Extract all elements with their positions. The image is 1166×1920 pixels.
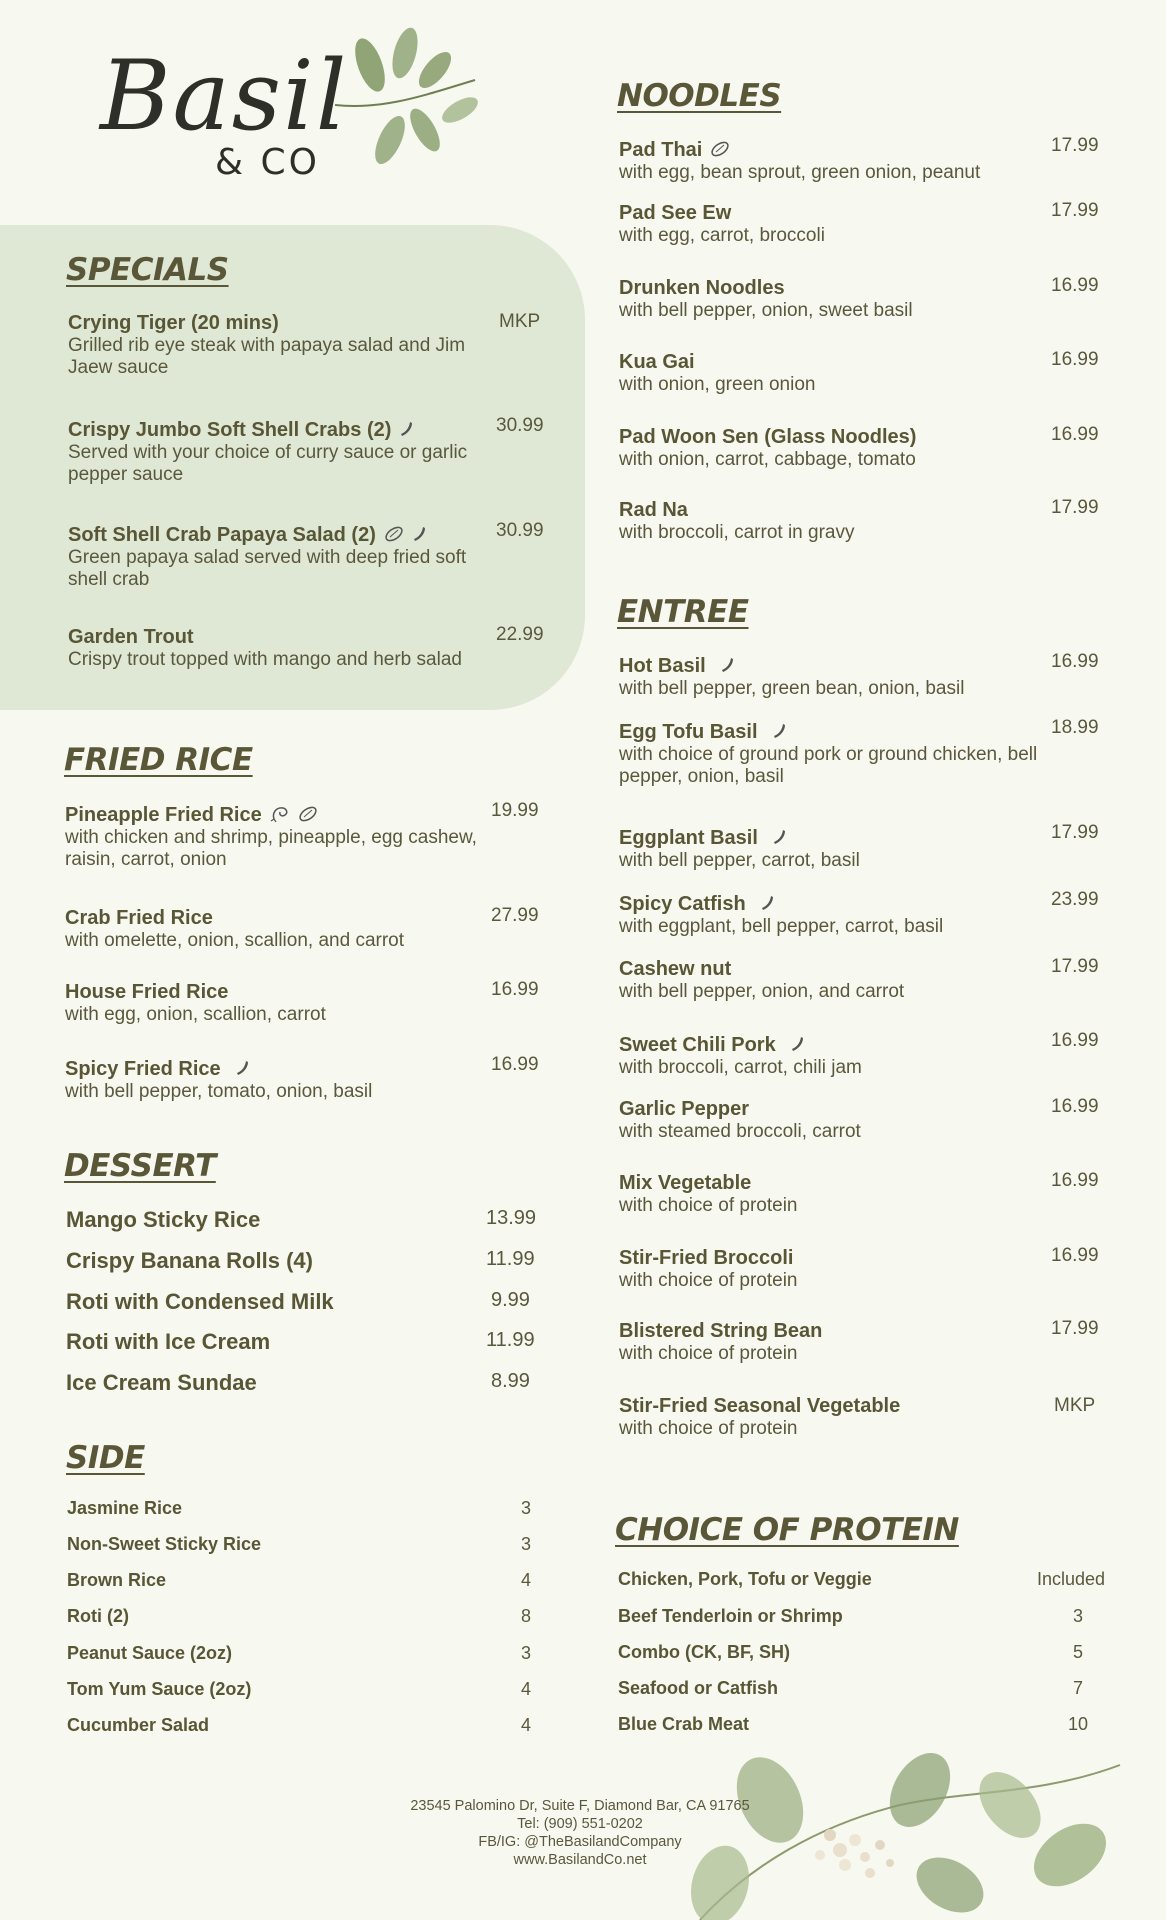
item-name-row xyxy=(65,803,485,827)
item-price: 16.99 xyxy=(1051,275,1099,296)
fried-rice-item xyxy=(65,803,485,871)
side-name: Brown Rice xyxy=(67,1570,167,1590)
side-price: 4 xyxy=(521,1570,532,1590)
dessert-name: Ice Cream Sundae xyxy=(66,1370,257,1395)
item-desc: with bell pepper, green bean, onion, basil xyxy=(619,678,965,699)
noodles-item xyxy=(619,201,1049,247)
fried-rice-item xyxy=(65,980,495,1026)
item-price: 17.99 xyxy=(1051,956,1099,977)
item-name: Cashew nut xyxy=(619,958,732,980)
item-price: MKP xyxy=(1054,1395,1096,1416)
item-name-row xyxy=(619,720,1049,744)
protein-price: 3 xyxy=(1073,1606,1084,1626)
item-name: Egg Tofu Basil xyxy=(619,721,758,743)
chili-icon xyxy=(412,525,428,543)
item-name: Garden Trout xyxy=(68,626,194,648)
item-desc: with eggplant, bell pepper, carrot, basil xyxy=(619,916,944,937)
noodles-item xyxy=(619,425,1049,471)
item-desc: with steamed broccoli, carrot xyxy=(619,1121,861,1142)
item-price: 16.99 xyxy=(491,1054,539,1075)
item-desc: with omelette, onion, scallion, and carrot xyxy=(65,930,405,951)
item-desc: Green papaya salad served with deep fried soft shell crab xyxy=(68,547,467,590)
side-price: 4 xyxy=(521,1679,532,1699)
dessert-price: 13.99 xyxy=(486,1207,537,1229)
item-name: Kua Gai xyxy=(619,351,695,373)
logo-script: Basil xyxy=(100,40,349,152)
item-name: Pad Thai xyxy=(619,139,703,161)
item-desc: with egg, bean sprout, green onion, peanut xyxy=(619,162,981,183)
dessert-price: 8.99 xyxy=(491,1370,530,1392)
section-title-protein: CHOICE OF PROTEIN xyxy=(615,1512,959,1548)
item-name-row xyxy=(619,892,1049,916)
noodles-item xyxy=(619,498,1049,544)
protein-name: Chicken, Pork, Tofu or Veggie xyxy=(618,1569,872,1589)
item-desc: with bell pepper, onion, and carrot xyxy=(619,981,905,1002)
item-name: Eggplant Basil xyxy=(619,827,758,849)
item-name: Drunken Noodles xyxy=(619,277,785,299)
item-desc: Served with your choice of curry sauce or garlic pepper sauce xyxy=(68,442,468,485)
item-price: 30.99 xyxy=(496,520,544,541)
item-name: Spicy Catfish xyxy=(619,893,746,915)
noodles-item xyxy=(619,350,1049,396)
entree-item xyxy=(619,826,1049,872)
item-price: 19.99 xyxy=(491,800,539,821)
item-price: 16.99 xyxy=(1051,651,1099,672)
item-desc: with bell pepper, tomato, onion, basil xyxy=(65,1081,373,1102)
item-name: Sweet Chili Pork xyxy=(619,1034,776,1056)
section-title-specials: SPECIALS xyxy=(66,252,229,288)
noodles-item xyxy=(619,138,1049,184)
fried-rice-item xyxy=(65,1057,495,1103)
dessert-name: Mango Sticky Rice xyxy=(66,1207,261,1232)
item-name: House Fried Rice xyxy=(65,981,229,1003)
item-price: 17.99 xyxy=(1051,822,1099,843)
shrimp-icon xyxy=(270,805,290,823)
footer-website[interactable]: www.BasilandCo.net xyxy=(513,1852,647,1868)
item-price: MKP xyxy=(499,311,541,332)
item-desc: with broccoli, carrot in gravy xyxy=(619,522,855,543)
side-name: Non-Sweet Sticky Rice xyxy=(67,1534,262,1554)
entree-item xyxy=(619,1246,1049,1292)
peanut-icon xyxy=(298,805,318,823)
item-price: 22.99 xyxy=(496,624,544,645)
side-price: 3 xyxy=(521,1643,532,1663)
item-name: Stir-Fried Broccoli xyxy=(619,1247,794,1269)
item-name-row xyxy=(68,418,488,442)
entree-item xyxy=(619,1033,1049,1079)
item-name: Crab Fried Rice xyxy=(65,907,213,929)
item-desc: with onion, green onion xyxy=(619,374,816,395)
item-price: 23.99 xyxy=(1051,889,1099,910)
chili-icon xyxy=(760,894,776,912)
item-name-row xyxy=(65,1057,495,1081)
side-name: Cucumber Salad xyxy=(67,1715,210,1735)
specials-item xyxy=(68,418,488,486)
side-name: Jasmine Rice xyxy=(67,1498,183,1518)
item-price: 17.99 xyxy=(1051,135,1099,156)
item-desc: with choice of protein xyxy=(619,1270,798,1291)
dessert-name: Crispy Banana Rolls (4) xyxy=(66,1248,313,1273)
item-name: Blistered String Bean xyxy=(619,1320,823,1342)
protein-price: Included xyxy=(1037,1569,1106,1589)
item-name: Pad Woon Sen (Glass Noodles) xyxy=(619,426,917,448)
dessert-name: Roti with Ice Cream xyxy=(66,1329,271,1354)
side-price: 4 xyxy=(521,1715,532,1735)
item-name-row xyxy=(619,654,1049,678)
side-name: Roti (2) xyxy=(67,1606,129,1626)
chili-icon xyxy=(235,1059,251,1077)
item-price: 16.99 xyxy=(1051,1245,1099,1266)
item-name: Pad See Ew xyxy=(619,202,732,224)
item-price: 17.99 xyxy=(1051,1318,1099,1339)
item-desc: with chicken and shrimp, pineapple, egg cashew, raisin, carrot, onion xyxy=(65,827,477,870)
section-title-dessert: DESSERT xyxy=(64,1148,216,1184)
peanut-icon xyxy=(710,140,730,158)
item-desc: with egg, onion, scallion, carrot xyxy=(65,1004,326,1025)
noodles-item xyxy=(619,276,1049,322)
protein-name: Blue Crab Meat xyxy=(618,1714,750,1734)
item-desc: with egg, carrot, broccoli xyxy=(619,225,825,246)
item-name: Spicy Fried Rice xyxy=(65,1058,221,1080)
entree-item xyxy=(619,1394,1049,1440)
item-price: 17.99 xyxy=(1051,497,1099,518)
item-name-row xyxy=(619,1033,1049,1057)
item-name: Stir-Fried Seasonal Vegetable xyxy=(619,1395,901,1417)
item-price: 16.99 xyxy=(1051,1096,1099,1117)
dessert-price: 11.99 xyxy=(486,1248,535,1270)
footer xyxy=(300,1797,860,1869)
item-desc: with choice of protein xyxy=(619,1195,798,1216)
item-name: Garlic Pepper xyxy=(619,1098,750,1120)
footer-address: 23545 Palomino Dr, Suite F, Diamond Bar, CA 91765 xyxy=(410,1798,750,1814)
section-title-entree: ENTREE xyxy=(617,594,749,630)
protein-name: Seafood or Catfish xyxy=(618,1678,779,1698)
entree-item xyxy=(619,1171,1049,1217)
footer-social: FB/IG: @TheBasilandCompany xyxy=(478,1834,682,1850)
logo-leaf-icon xyxy=(325,25,485,190)
logo-sub: & CO xyxy=(215,142,320,183)
item-desc: with choice of protein xyxy=(619,1343,798,1364)
item-desc: with bell pepper, onion, sweet basil xyxy=(619,300,913,321)
item-price: 30.99 xyxy=(496,415,544,436)
item-name: Pineapple Fried Rice xyxy=(65,804,262,826)
protein-price: 10 xyxy=(1068,1714,1089,1734)
item-desc: with choice of ground pork or ground chicken, bell pepper, onion, basil xyxy=(619,744,1038,787)
entree-item xyxy=(619,957,1049,1003)
chili-icon xyxy=(399,420,415,438)
item-price: 16.99 xyxy=(1051,349,1099,370)
side-name: Peanut Sauce (2oz) xyxy=(67,1643,233,1663)
item-price: 16.99 xyxy=(1051,1170,1099,1191)
chili-icon xyxy=(772,722,788,740)
protein-name: Combo (CK, BF, SH) xyxy=(618,1642,790,1662)
side-price: 3 xyxy=(521,1498,532,1518)
dessert-price: 11.99 xyxy=(486,1329,535,1351)
protein-name: Beef Tenderloin or Shrimp xyxy=(618,1606,843,1626)
item-desc: Grilled rib eye steak with papaya salad and Jim Jaew sauce xyxy=(68,335,466,378)
item-desc: with bell pepper, carrot, basil xyxy=(619,850,860,871)
item-desc: with broccoli, carrot, chili jam xyxy=(619,1057,862,1078)
item-name: Rad Na xyxy=(619,499,688,521)
section-title-side: SIDE xyxy=(66,1440,145,1476)
entree-item xyxy=(619,1319,1049,1365)
item-price: 16.99 xyxy=(1051,1030,1099,1051)
specials-item xyxy=(68,625,488,671)
item-price: 16.99 xyxy=(1051,424,1099,445)
item-name-row xyxy=(619,138,1049,162)
dessert-name: Roti with Condensed Milk xyxy=(66,1289,334,1314)
item-name-row xyxy=(68,523,488,547)
entree-item xyxy=(619,892,1049,938)
item-price: 18.99 xyxy=(1051,717,1099,738)
entree-item xyxy=(619,720,1049,788)
side-name: Tom Yum Sauce (2oz) xyxy=(67,1679,252,1699)
item-name: Soft Shell Crab Papaya Salad (2) xyxy=(68,524,376,546)
entree-item xyxy=(619,1097,1049,1143)
protein-price: 7 xyxy=(1073,1678,1084,1698)
side-price: 3 xyxy=(521,1534,532,1554)
item-desc: Crispy trout topped with mango and herb salad xyxy=(68,649,462,670)
entree-item xyxy=(619,654,1049,700)
item-name: Mix Vegetable xyxy=(619,1172,752,1194)
protein-price: 5 xyxy=(1073,1642,1084,1662)
section-title-fried-rice: FRIED RICE xyxy=(64,742,253,778)
chili-icon xyxy=(790,1035,806,1053)
section-title-noodles: NOODLES xyxy=(617,78,782,114)
fried-rice-item xyxy=(65,906,495,952)
chili-icon xyxy=(720,656,736,674)
item-name: Hot Basil xyxy=(619,655,706,677)
item-price: 27.99 xyxy=(491,905,539,926)
item-name: Crying Tiger (20 mins) xyxy=(68,312,279,334)
item-price: 16.99 xyxy=(491,979,539,1000)
item-price: 17.99 xyxy=(1051,200,1099,221)
specials-item xyxy=(68,311,488,379)
item-desc: with onion, carrot, cabbage, tomato xyxy=(619,449,916,470)
item-name-row xyxy=(619,826,1049,850)
dessert-price: 9.99 xyxy=(491,1289,530,1311)
item-desc: with choice of protein xyxy=(619,1418,798,1439)
specials-item xyxy=(68,523,488,591)
side-price: 8 xyxy=(521,1606,532,1626)
chili-icon xyxy=(772,828,788,846)
peanut-icon xyxy=(384,525,404,543)
footer-phone: Tel: (909) 551-0202 xyxy=(517,1816,643,1832)
item-name: Crispy Jumbo Soft Shell Crabs (2) xyxy=(68,419,392,441)
